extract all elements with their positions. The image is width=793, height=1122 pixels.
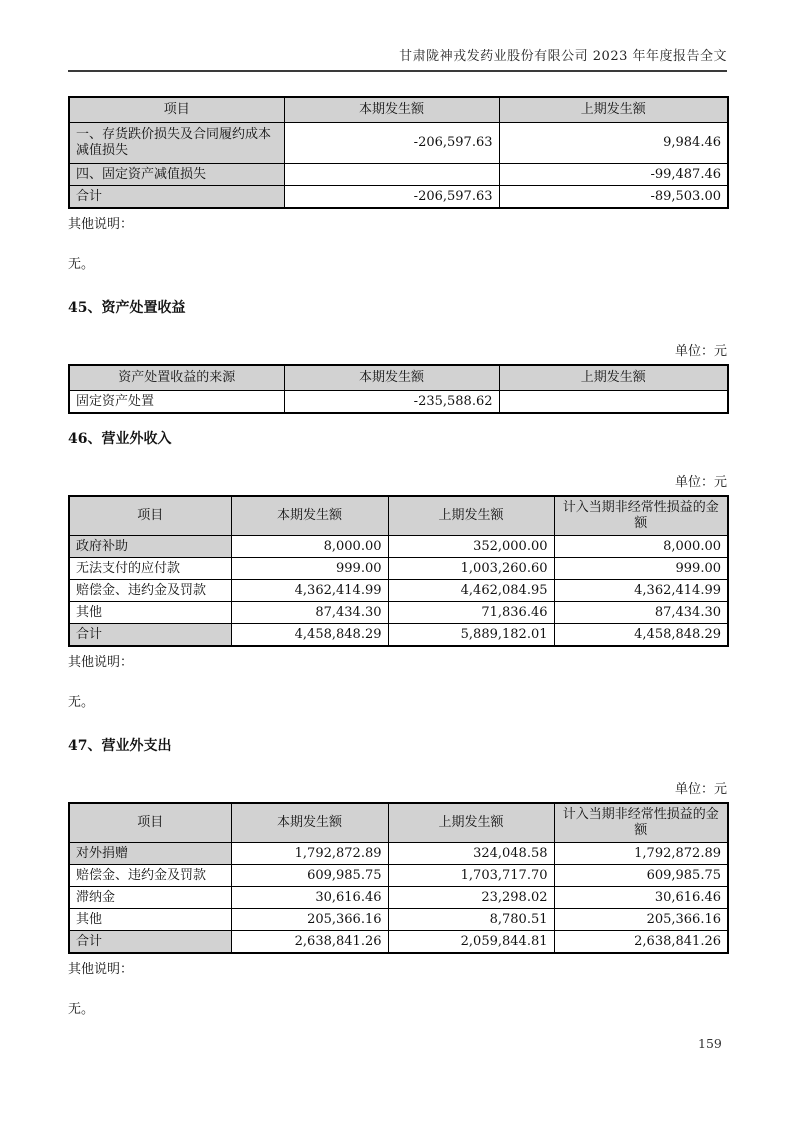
cell-nonrecurring: 4,458,848.29: [554, 624, 728, 647]
nonoperating-expense-table: [68, 802, 729, 954]
cell-current: 999.00: [231, 558, 388, 580]
none-text: 无。: [68, 1002, 95, 1018]
cell-current: 205,366.16: [231, 909, 388, 931]
column-header-prior: 上期发生额: [388, 496, 554, 536]
nonoperating-income-table: [68, 495, 729, 647]
cell-prior: 23,298.02: [388, 887, 554, 909]
cell-nonrecurring: 8,000.00: [554, 536, 728, 558]
row-label-total: 合计: [69, 186, 284, 209]
column-header-prior: 上期发生额: [499, 365, 728, 391]
column-header-nonrecurring: 计入当期非经常性损益的金额: [554, 803, 728, 843]
cell-nonrecurring: 87,434.30: [554, 602, 728, 624]
cell-current: -235,588.62: [284, 391, 499, 414]
cell-nonrecurring: 2,638,841.26: [554, 931, 728, 954]
cell-prior: -99,487.46: [499, 164, 728, 186]
section-45-title: 45、资产处置收益: [68, 300, 186, 317]
row-label: 无法支付的应付款: [69, 558, 231, 580]
table-row: [69, 391, 728, 414]
other-note-label: 其他说明：: [68, 962, 134, 978]
table-total-row: [69, 624, 728, 647]
asset-disposal-income-table: [68, 364, 729, 414]
cell-current: 4,362,414.99: [231, 580, 388, 602]
table-header-row: [69, 803, 728, 843]
cell-prior: 1,003,260.60: [388, 558, 554, 580]
cell-current: 87,434.30: [231, 602, 388, 624]
row-label: 赔偿金、违约金及罚款: [69, 580, 231, 602]
column-header-current: 本期发生额: [231, 803, 388, 843]
cell-current: 8,000.00: [231, 536, 388, 558]
table-row: [69, 602, 728, 624]
header-rule: [68, 70, 727, 72]
table-total-row: [69, 186, 728, 209]
none-text: 无。: [68, 257, 95, 273]
cell-current: -206,597.63: [284, 186, 499, 209]
cell-current: -206,597.63: [284, 123, 499, 164]
column-header-current: 本期发生额: [231, 496, 388, 536]
section-47-title: 47、营业外支出: [68, 738, 172, 755]
cell-current: 609,985.75: [231, 865, 388, 887]
unit-label: 单位：元: [674, 782, 727, 798]
cell-nonrecurring: 1,792,872.89: [554, 843, 728, 865]
row-label: 固定资产处置: [69, 391, 284, 414]
column-header-nonrecurring: 计入当期非经常性损益的金额: [554, 496, 728, 536]
cell-current: 2,638,841.26: [231, 931, 388, 954]
table-row: [69, 580, 728, 602]
row-label: 政府补助: [69, 536, 231, 558]
row-label: 其他: [69, 909, 231, 931]
cell-nonrecurring: 30,616.46: [554, 887, 728, 909]
cell-nonrecurring: 4,362,414.99: [554, 580, 728, 602]
table-row: [69, 558, 728, 580]
cell-prior: 8,780.51: [388, 909, 554, 931]
table-header-row: [69, 97, 728, 123]
table-row: [69, 164, 728, 186]
row-label: 赔偿金、违约金及罚款: [69, 865, 231, 887]
cell-nonrecurring: 609,985.75: [554, 865, 728, 887]
cell-prior: -89,503.00: [499, 186, 728, 209]
cell-current: 4,458,848.29: [231, 624, 388, 647]
table-row: [69, 536, 728, 558]
cell-nonrecurring: 999.00: [554, 558, 728, 580]
cell-nonrecurring: 205,366.16: [554, 909, 728, 931]
section-46-title: 46、营业外收入: [68, 431, 172, 448]
row-label: 一、存货跌价损失及合同履约成本减值损失: [69, 123, 284, 164]
column-header-prior: 上期发生额: [388, 803, 554, 843]
column-header-item: 项目: [69, 97, 284, 123]
row-label-total: 合计: [69, 931, 231, 954]
page-number: 159: [698, 1036, 722, 1051]
column-header-item: 项目: [69, 496, 231, 536]
cell-prior: 5,889,182.01: [388, 624, 554, 647]
column-header-current: 本期发生额: [284, 97, 499, 123]
cell-current: 30,616.46: [231, 887, 388, 909]
table-header-row: [69, 365, 728, 391]
column-header-source: 资产处置收益的来源: [69, 365, 284, 391]
column-header-prior: 上期发生额: [499, 97, 728, 123]
cell-prior: 1,703,717.70: [388, 865, 554, 887]
other-note-label: 其他说明：: [68, 217, 134, 233]
row-label: 其他: [69, 602, 231, 624]
cell-prior: 324,048.58: [388, 843, 554, 865]
cell-prior: 2,059,844.81: [388, 931, 554, 954]
other-note-label: 其他说明：: [68, 655, 134, 671]
table-row: [69, 887, 728, 909]
row-label-total: 合计: [69, 624, 231, 647]
row-label: 滞纳金: [69, 887, 231, 909]
impairment-loss-table: [68, 96, 729, 209]
unit-label: 单位：元: [674, 344, 727, 360]
cell-prior: 352,000.00: [388, 536, 554, 558]
table-row: [69, 843, 728, 865]
cell-prior: [499, 391, 728, 414]
unit-label: 单位：元: [674, 475, 727, 491]
cell-current: 1,792,872.89: [231, 843, 388, 865]
row-label: 对外捐赠: [69, 843, 231, 865]
cell-prior: 4,462,084.95: [388, 580, 554, 602]
table-row: [69, 865, 728, 887]
none-text: 无。: [68, 695, 95, 711]
running-header: 甘肃陇神戎发药业股份有限公司 2023 年年度报告全文: [399, 49, 727, 64]
table-row: [69, 123, 728, 164]
row-label: 四、固定资产减值损失: [69, 164, 284, 186]
table-row: [69, 909, 728, 931]
cell-prior: 71,836.46: [388, 602, 554, 624]
cell-prior: 9,984.46: [499, 123, 728, 164]
cell-current: [284, 164, 499, 186]
table-total-row: [69, 931, 728, 954]
page-content: [68, 0, 727, 1018]
table-header-row: [69, 496, 728, 536]
column-header-current: 本期发生额: [284, 365, 499, 391]
column-header-item: 项目: [69, 803, 231, 843]
